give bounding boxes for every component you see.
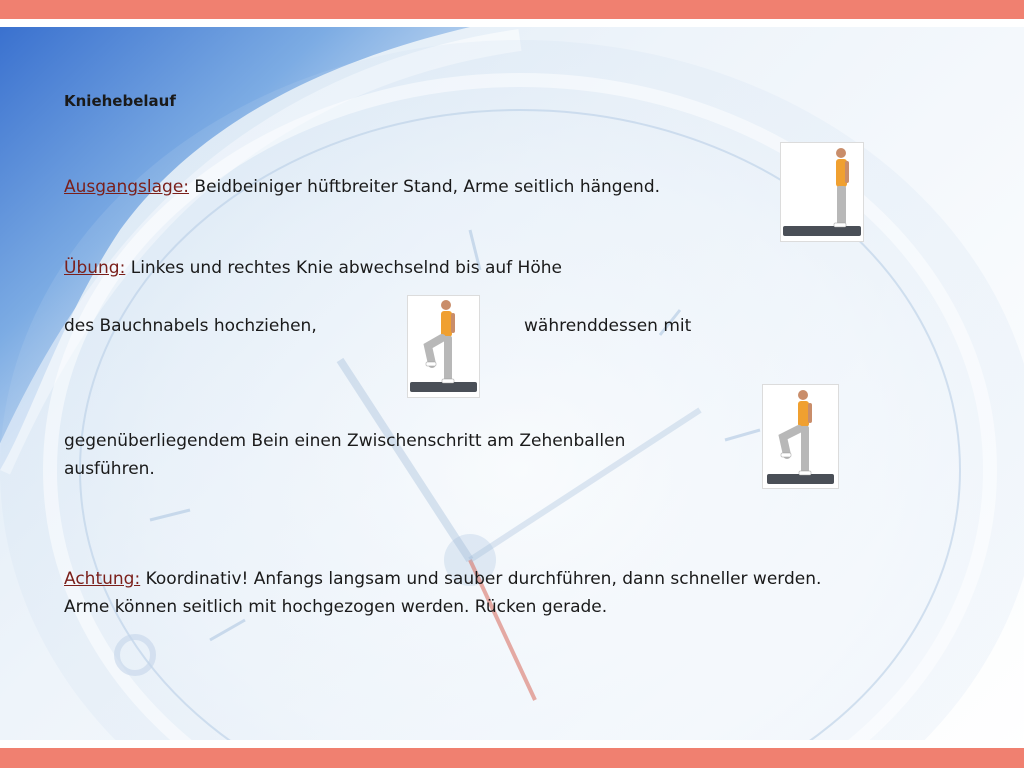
uebung-text-1: Linkes und rechtes Knie abwechselnd bis auf Höhe	[125, 258, 562, 278]
slide-title: Kniehebelauf	[64, 92, 176, 110]
knee-raise-photo-1	[407, 295, 480, 398]
achtung-line-2: Arme können seitlich mit hochgezogen werden. Rücken gerade.	[64, 597, 608, 617]
knee-raise-photo-2	[762, 384, 839, 489]
uebung-line-1	[64, 258, 562, 278]
uebung-label: Übung:	[64, 258, 126, 278]
uebung-line-4: ausführen.	[64, 459, 155, 479]
achtung-line-1	[64, 569, 821, 589]
uebung-line-3: gegenüberliegendem Bein einen Zwischenschritt am Zehenballen	[64, 431, 626, 451]
bottom-frame	[0, 740, 1024, 748]
exercise-mat	[783, 226, 861, 236]
exercise-mat	[767, 474, 834, 484]
ausgangslage-text: Beidbeiniger hüftbreiter Stand, Arme seitlich hängend.	[189, 177, 661, 197]
bottom-accent-bar	[0, 748, 1024, 768]
achtung-text-1: Koordinativ! Anfangs langsam und sauber durchführen, dann schneller werden.	[140, 569, 822, 589]
uebung-line-2b: währenddessen mit	[524, 316, 692, 336]
achtung-label: Achtung:	[64, 569, 141, 589]
standing-figure-photo	[780, 142, 864, 242]
exercise-mat	[410, 382, 477, 392]
ausgangslage-line	[64, 177, 660, 197]
uebung-line-2a: des Bauchnabels hochziehen,	[64, 316, 317, 336]
ausgangslage-label: Ausgangslage:	[64, 177, 190, 197]
